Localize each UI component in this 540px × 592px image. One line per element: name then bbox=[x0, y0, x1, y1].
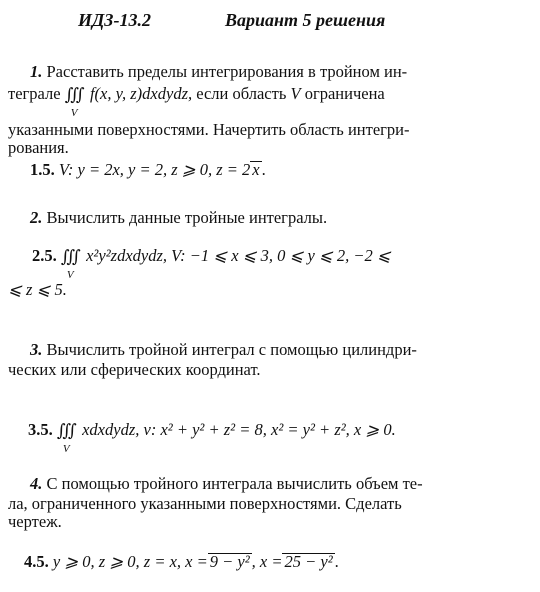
task2-text: Вычислить данные тройные интегралы. bbox=[46, 208, 328, 227]
triple-integral-sign: ∭ V bbox=[57, 421, 72, 441]
task3-sub-number: 3.5. bbox=[28, 420, 53, 439]
integral-domain-label: V bbox=[70, 107, 78, 119]
task1-domain-symbol: V bbox=[290, 84, 301, 103]
sqrt-9-minus-y2: 9 − y² bbox=[209, 552, 250, 571]
triple-integral-sign: ∭ V bbox=[65, 85, 80, 105]
task1-line2 bbox=[8, 84, 385, 119]
task1-text-line2e: ограничена bbox=[304, 84, 385, 103]
task4-formula-period: . bbox=[334, 552, 339, 571]
task1-integrand: f(x, y, z)dxdydz, bbox=[89, 84, 193, 103]
task4-formula-b: , x = bbox=[251, 552, 283, 571]
task2-sub-number: 2.5. bbox=[32, 246, 57, 265]
task2-formula-line2: ⩽ z ⩽ 5. bbox=[8, 280, 67, 299]
task2-line bbox=[30, 208, 327, 228]
task4-text-line1: С помощью тройного интеграла вычислить объем те- bbox=[46, 474, 423, 493]
task4-subproblem bbox=[24, 552, 339, 572]
assignment-title: ИДЗ-13.2 bbox=[78, 10, 151, 30]
task2-formula-line1: x²y²zdxdydz, V: −1 ⩽ x ⩽ 3, 0 ⩽ y ⩽ 2, −2 ⩽ bbox=[86, 246, 391, 265]
task1-sub-formula: V: y = 2x, y = 2, z ⩾ 0, z = 2 bbox=[58, 160, 251, 179]
task3-subproblem bbox=[28, 420, 396, 455]
task1-subproblem bbox=[30, 160, 266, 180]
task1-sub-period: . bbox=[261, 160, 266, 179]
task4-sub-number: 4.5. bbox=[24, 552, 49, 571]
task3-text-line1: Вычислить тройной интеграл с помощью цилиндри- bbox=[46, 340, 417, 359]
task3-line1 bbox=[30, 340, 417, 360]
task4-line1 bbox=[30, 474, 423, 494]
variant-title: Вариант 5 решения bbox=[225, 10, 386, 30]
task1-line1 bbox=[30, 62, 407, 82]
task2-subproblem bbox=[32, 246, 391, 281]
task4-text-line3: чертеж. bbox=[8, 512, 62, 531]
task1-number: 1. bbox=[30, 62, 43, 81]
task3-text-line2: ческих или сферических координат. bbox=[8, 360, 261, 379]
sqrt-x: x bbox=[252, 160, 260, 179]
task1-text-line1: Расставить пределы интегрирования в тройном ин- bbox=[46, 62, 408, 81]
task3-formula: xdxdydz, v: x² + y² + z² = 8, x² = y² + z², x ⩾ 0. bbox=[82, 420, 396, 439]
sqrt-25-minus-y2: 25 − y² bbox=[284, 552, 333, 571]
task4-text-line2: ла, ограниченного указанными поверхностями. Сделать bbox=[8, 494, 402, 513]
task1-text-line2a: теграле bbox=[8, 84, 61, 103]
task1-text-line2c: если область bbox=[196, 84, 287, 103]
integral-domain-label: V bbox=[62, 443, 70, 455]
task1-sub-number: 1.5. bbox=[30, 160, 55, 179]
task1-text-line3: указанными поверхностями. Начертить область интегри- bbox=[8, 120, 410, 139]
task4-number: 4. bbox=[30, 474, 43, 493]
integral-domain-label: V bbox=[66, 269, 74, 281]
task1-text-line4: рования. bbox=[8, 138, 69, 157]
task4-formula-a: y ⩾ 0, z ⩾ 0, z = x, x = bbox=[52, 552, 208, 571]
task3-number: 3. bbox=[30, 340, 43, 359]
triple-integral-sign: ∭ V bbox=[61, 247, 76, 267]
task2-number: 2. bbox=[30, 208, 43, 227]
